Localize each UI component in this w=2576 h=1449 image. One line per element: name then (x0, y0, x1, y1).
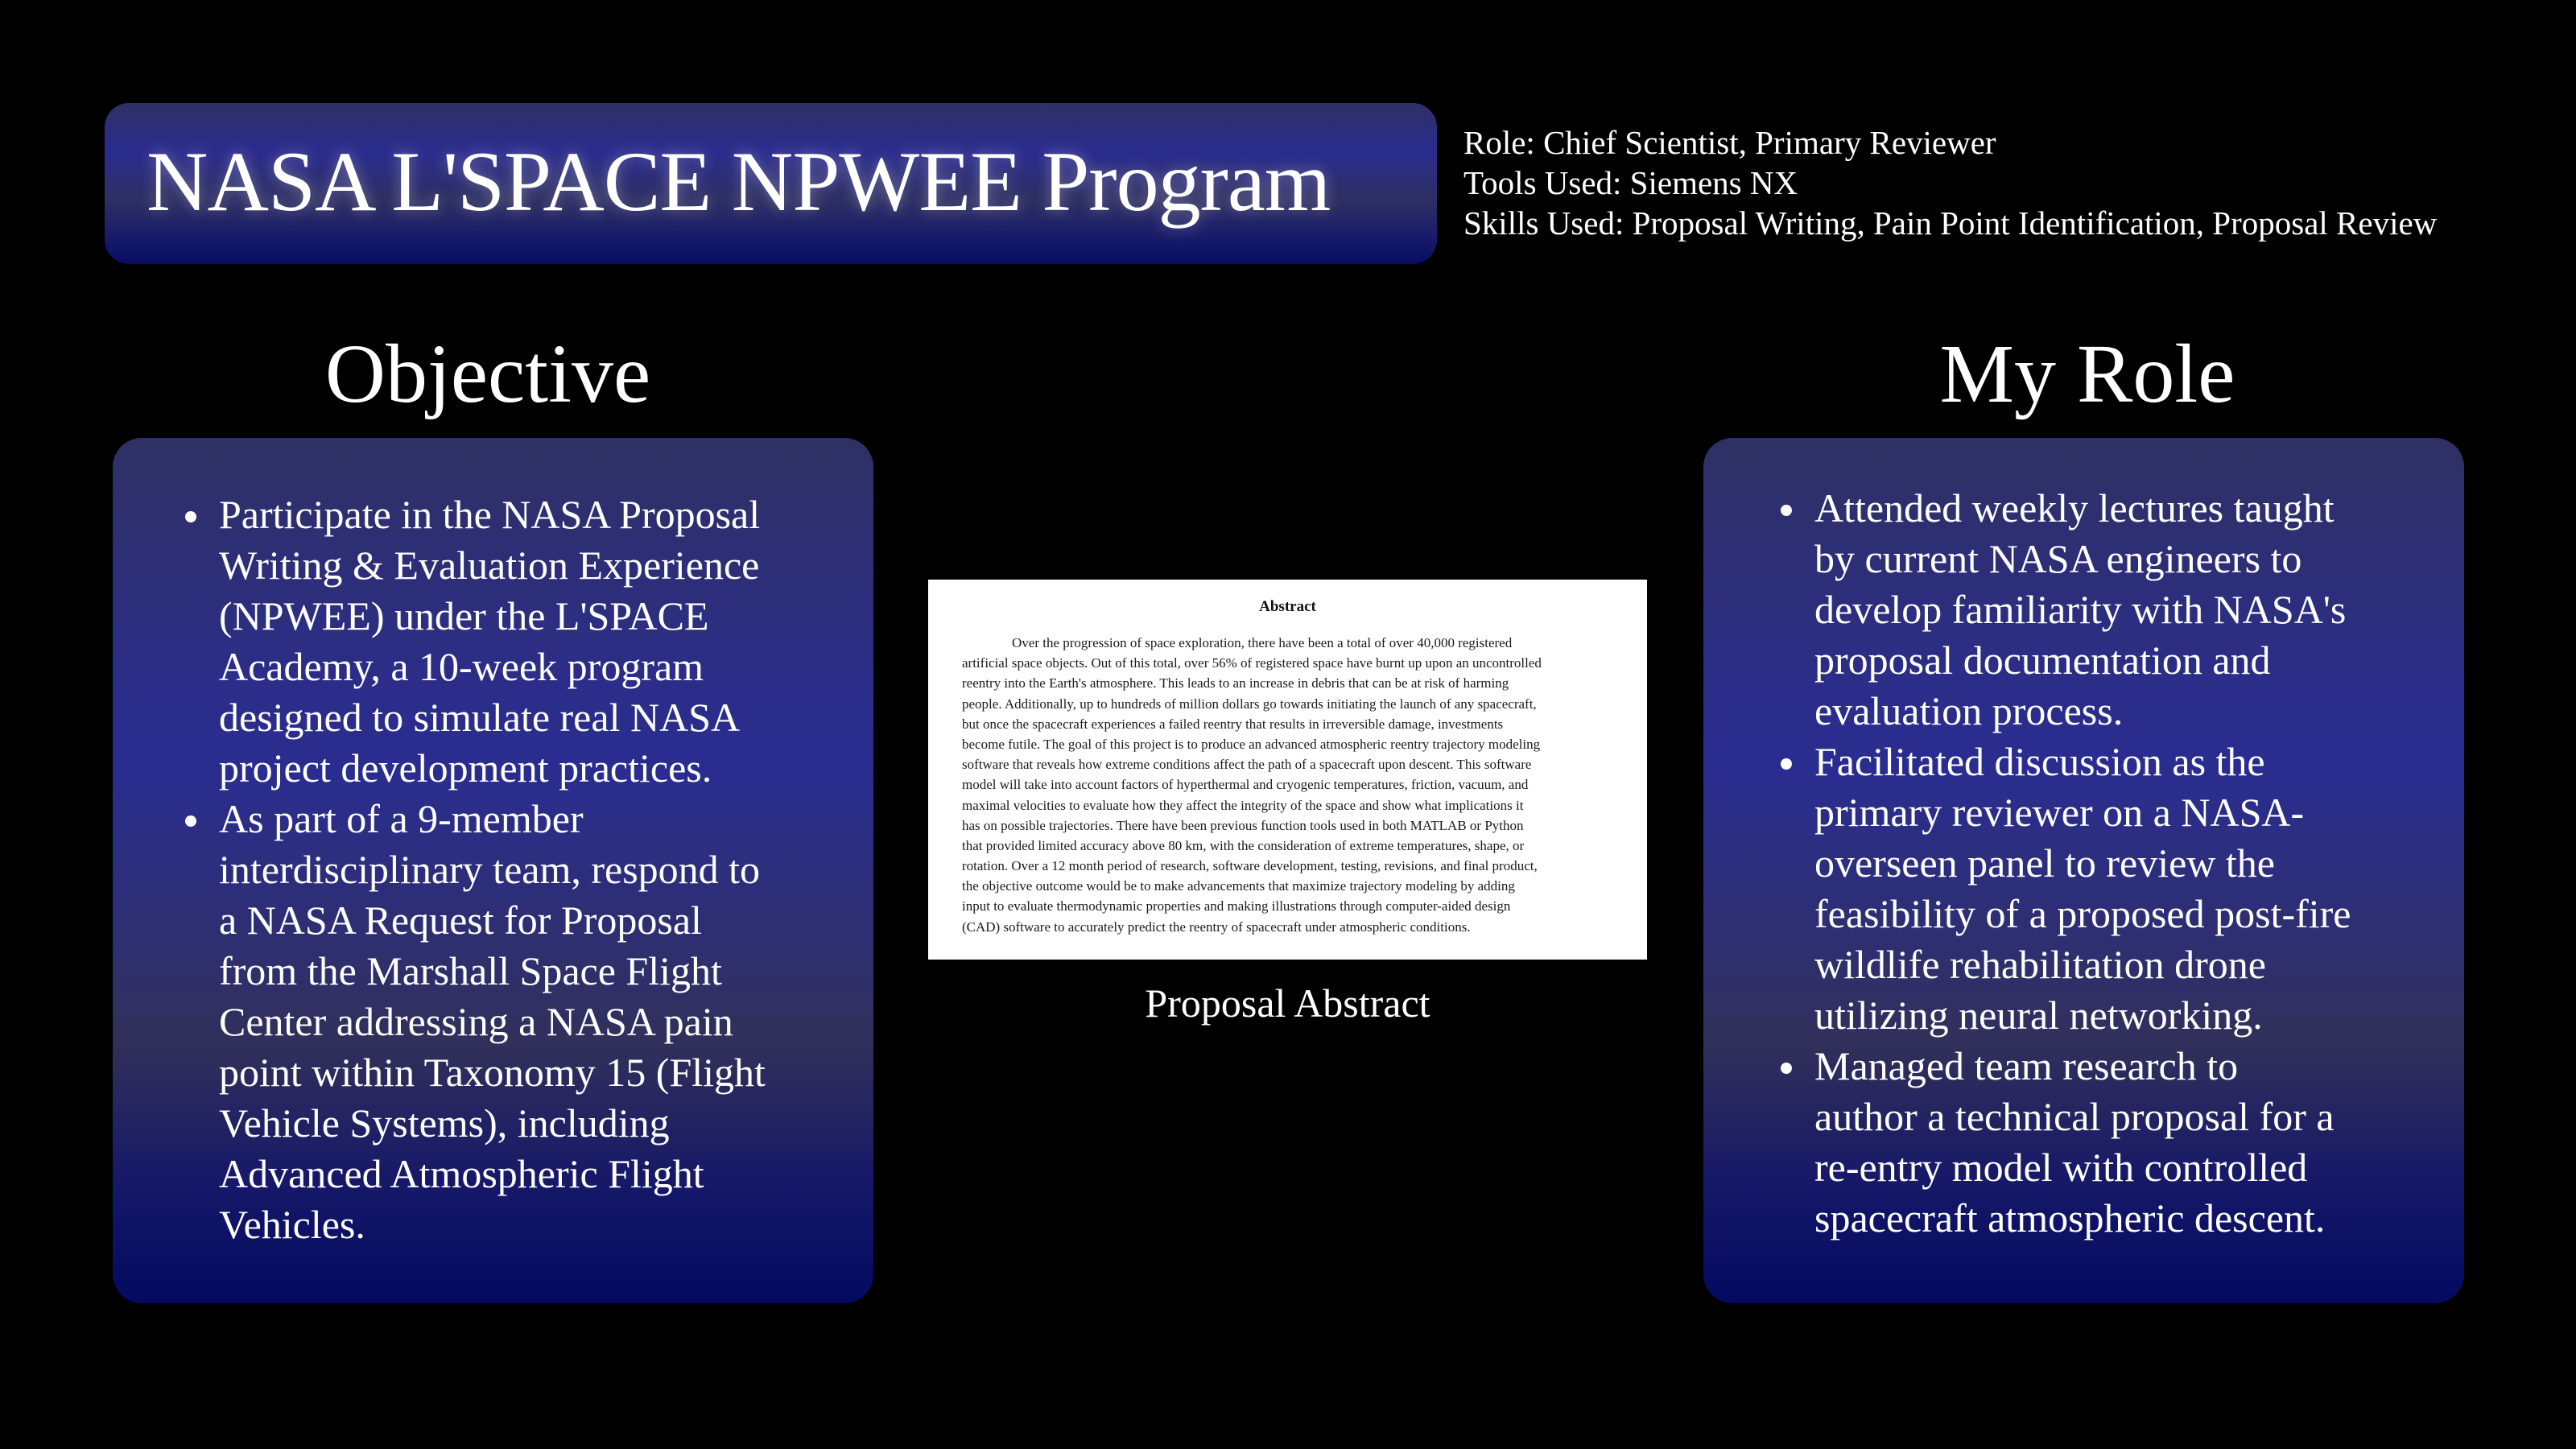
bullet-item (219, 489, 766, 794)
bullet-text-line: Facilitated discussion as the (1814, 739, 2265, 784)
bullet-item (1814, 737, 2351, 1041)
bullet-dot-icon (1781, 505, 1792, 516)
role-line: Role: Chief Scientist, Primary Reviewer (1463, 124, 1996, 161)
bullet-dot-icon (185, 511, 196, 522)
my-role-heading: My Role (1939, 328, 2235, 420)
bullet-text-line: Academy, a 10-week program (219, 644, 704, 689)
bullet-text-line: develop familiarity with NASA's (1814, 587, 2347, 632)
bullet-dot-icon (185, 815, 196, 827)
bullet-text-line: by current NASA engineers to (1814, 536, 2302, 581)
bullet-text-line: Participate in the NASA Proposal (219, 492, 761, 537)
bullet-text-line: Advanced Atmospheric Flight (219, 1151, 704, 1196)
bullet-text-line: overseen panel to review the (1814, 840, 2275, 886)
abstract-text-line: the objective outcome would be to make advancements that maximize trajectory modeling by adding (962, 878, 1515, 894)
bullet-text-line: re-entry model with controlled (1814, 1145, 2308, 1190)
abstract-text-line: model will take into account factors of hyperthermal and cryogenic temperatures, friction, vacuum, and (962, 777, 1529, 793)
abstract-text-line: input to evaluate thermodynamic properties and making illustrations through computer-aided design (962, 898, 1511, 914)
objective-heading: Objective (324, 328, 651, 420)
title-banner (105, 103, 1437, 264)
bullet-item (1814, 1041, 2351, 1244)
abstract-text-line: (CAD) software to accurately predict the reentry of spacecraft under atmospheric conditions. (962, 919, 1471, 935)
objective-bullet-list (219, 489, 766, 1250)
bullet-text-line: a NASA Request for Proposal (219, 898, 702, 943)
bullet-text-line: evaluation process. (1814, 688, 2124, 733)
bullet-text-line: spacecraft atmospheric descent. (1814, 1195, 2326, 1241)
bullet-text-line: proposal documentation and (1814, 638, 2271, 683)
bullet-text-line: Managed team research to (1814, 1043, 2239, 1088)
abstract-title: Abstract (1259, 598, 1316, 615)
page-title: NASA L'SPACE NPWEE Program (147, 134, 1331, 229)
bullet-text-line: Attended weekly lectures taught (1814, 485, 2334, 530)
abstract-text-line: Over the progression of space exploration, there have been a total of over 40,000 registered (1012, 635, 1513, 650)
bullet-text-line: Vehicles. (219, 1202, 365, 1247)
abstract-text-line: that provided limited accuracy above 80 km, with the consideration of extreme temperatures, shape, or (962, 837, 1525, 853)
bullet-text-line: Vehicle Systems), including (219, 1100, 670, 1146)
my-role-bullet-list (1814, 483, 2351, 1244)
bullet-text-line: project development practices. (219, 745, 712, 791)
project-meta (1463, 122, 2437, 243)
my-role-panel (1703, 438, 2464, 1303)
abstract-caption: Proposal Abstract (1145, 980, 1430, 1026)
abstract-text-line: reentry into the Earth's atmosphere. This leads to an increase in debris that can be at risk of harming (962, 675, 1509, 691)
bullet-text-line: (NPWEE) under the L'SPACE (219, 593, 709, 638)
skills-line: Skills Used: Proposal Writing, Pain Point Identification, Proposal Review (1463, 204, 2438, 242)
abstract-text-line: artificial space objects. Out of this total, over 56% of registered space have burnt up upon an uncontrolled (962, 655, 1542, 671)
abstract-text-line: become futile. The goal of this project is to produce an advanced atmospheric reentry trajectory modeling (962, 736, 1541, 752)
tools-line: Tools Used: Siemens NX (1463, 164, 1798, 201)
bullet-text-line: Writing & Evaluation Experience (219, 543, 760, 588)
bullet-text-line: Center addressing a NASA pain (219, 999, 733, 1044)
bullet-text-line: primary reviewer on a NASA- (1814, 790, 2305, 835)
bullet-text-line: designed to simulate real NASA (219, 695, 741, 740)
bullet-text-line: from the Marshall Space Flight (219, 948, 722, 993)
proposal-abstract-image (928, 580, 1647, 960)
bullet-text-line: As part of a 9-member (219, 796, 584, 841)
abstract-text-line: but once the spacecraft experiences a failed reentry that results in irreversible damage, investments (962, 716, 1504, 732)
bullet-text-line: author a technical proposal for a (1814, 1094, 2334, 1139)
bullet-dot-icon (1781, 1063, 1792, 1074)
bullet-item (219, 794, 766, 1250)
objective-panel (113, 438, 873, 1303)
bullet-text-line: point within Taxonomy 15 (Flight (219, 1050, 766, 1095)
bullet-text-line: interdisciplinary team, respond to (219, 847, 761, 892)
abstract-body (962, 633, 1542, 937)
abstract-text-line: software that reveals how extreme conditions affect the path of a spacecraft upon descent. This software (962, 757, 1532, 773)
bullet-text-line: wildlife rehabilitation drone (1814, 942, 2266, 987)
bullet-text-line: feasibility of a proposed post-fire (1814, 891, 2351, 936)
abstract-text-line: maximal velocities to evaluate how they affect the integrity of the space and show what implications it (962, 797, 1524, 813)
bullet-dot-icon (1781, 758, 1792, 770)
bullet-text-line: utilizing neural networking. (1814, 993, 2263, 1038)
abstract-text-line: rotation. Over a 12 month period of research, software development, testing, revisions, and final product, (962, 858, 1538, 874)
bullet-item (1814, 483, 2351, 737)
abstract-text-line: has on possible trajectories. There have been previous function tools used in both MATLAB or Python (962, 817, 1524, 833)
abstract-text-line: people. Additionally, up to hundreds of million dollars go towards initiating the launch of any spacecraft, (962, 696, 1537, 712)
